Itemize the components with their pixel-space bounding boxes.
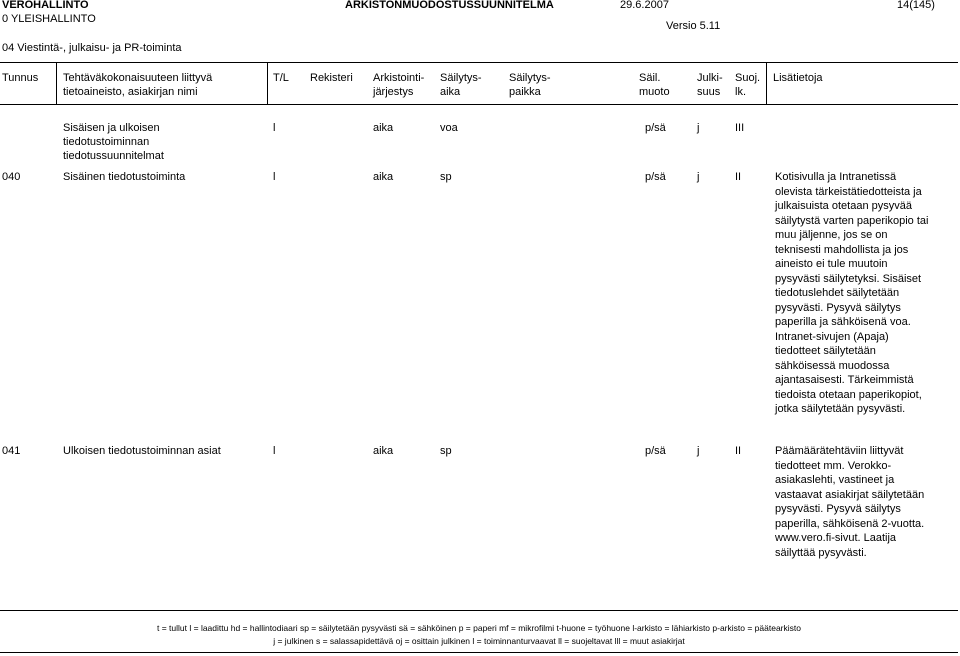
col-header-lisatietoja: Lisätietoja (773, 72, 823, 84)
row-sailytysaika: voa (440, 122, 458, 134)
table-top-rule (0, 62, 958, 63)
legend-bottom-rule (0, 652, 958, 653)
row-sailytysaika: sp (440, 171, 452, 183)
legend-line-1: t = tullut l = laadittu hd = hallintodiaari sp = säilytetään pysyvästi sä = sähköinen p = paperi mf = mikrofilmi t-huone = työhuone l-arkisto = lähiarkisto p-arkisto = päätearkisto (157, 623, 801, 633)
document-date: 29.6.2007 (620, 0, 669, 11)
document-version: Versio 5.11 (666, 20, 721, 32)
col-header-julkisuus: Julki- suus (697, 72, 723, 98)
col-divider (56, 62, 57, 104)
unit-name: 0 YLEISHALLINTO (2, 13, 96, 25)
org-name: VEROHALLINTO (2, 0, 89, 11)
col-header-tehtava: Tehtäväkokonaisuuteen liittyvä tietoaineisto, asiakirjan nimi (63, 72, 213, 98)
col-header-sailytysaika: Säilytys- aika (440, 72, 482, 98)
col-header-sailytyspaikka: Säilytys- paikka (509, 72, 551, 98)
col-header-sailmuoto: Säil. muoto (639, 72, 670, 98)
col-header-tunnus: Tunnus (2, 72, 39, 84)
row-name: Ulkoisen tiedotustoiminnan asiat (63, 445, 221, 457)
row-arkistointi: aika (373, 445, 394, 457)
col-divider (267, 62, 268, 104)
row-tunnus: 041 (2, 445, 21, 457)
section-title: 04 Viestintä-, julkaisu- ja PR-toiminta (2, 42, 182, 54)
row-lisatietoja: Päämäärätehtäviin liittyvät tiedotteet mm. Verokko-asiakaslehti, vastineet ja vastaavat asiakirjat säilytetään pysyvästi. Pysyvä säilytys paperilla, sähköisenä 2-vuotta. www.vero.fi-sivut. Laatija säilyttää pysyvästi. (775, 445, 925, 559)
row-name: Sisäisen ja ulkoisen tiedotustoiminnan tiedotussuunnitelmat (63, 122, 164, 162)
document-title: ARKISTONMUODOSTUSSUUNNITELMA (345, 0, 554, 11)
row-sailmuoto: p/sä (645, 122, 666, 134)
col-header-tl: T/L (273, 72, 289, 84)
table-header-rule (0, 104, 958, 105)
page-number: 14(145) (897, 0, 935, 11)
row-arkistointi: aika (373, 171, 394, 183)
row-tunnus: 040 (2, 171, 21, 183)
row-suojlk: II (735, 171, 742, 183)
row-arkistointi: aika (373, 122, 394, 134)
legend-top-rule (0, 610, 958, 611)
row-tl: l (273, 171, 276, 183)
row-name: Sisäinen tiedotustoiminta (63, 171, 186, 183)
row-sailmuoto: p/sä (645, 445, 666, 457)
row-suojlk: II (735, 445, 742, 457)
row-julkisuus: j (697, 122, 700, 134)
col-divider (766, 62, 767, 104)
legend-line-2: j = julkinen s = salassapidettävä oj = osittain julkinen l = toiminnanturvaavat ll = suojeltavat lll = muut asiakirjat (273, 636, 685, 646)
col-header-rekisteri: Rekisteri (310, 72, 353, 84)
row-sailytysaika: sp (440, 445, 452, 457)
row-tl: l (273, 445, 276, 457)
col-header-arkistointi: Arkistointi- järjestys (373, 72, 425, 98)
row-sailmuoto: p/sä (645, 171, 666, 183)
row-tl: l (273, 122, 276, 134)
col-header-suojlk: Suoj. lk. (735, 72, 761, 98)
row-lisatietoja: Kotisivulla ja Intranetissä olevista tärkeistätiedotteista ja julkaisuista otetaan pysyvää säilytystä varten paperikopio tai muu jäljenne, jos se on teknisesti mahdollista ja jos aineisto ei tule muutoin pysyvästi säilytetyksi. Sisäiset tiedotuslehdet säilytetään pysyvästi. Pysyvä säilytys paperilla ja sähköisenä voa. Intranet-sivujen (Apaja) tiedotteet säilytetään sähköisessä muodossa ajantasaisesti. Tärkeimmistä tiedoista otetaan paperikopiot, jotka säilytetään pysyvästi. (775, 171, 929, 415)
row-julkisuus: j (697, 171, 700, 183)
row-suojlk: III (735, 122, 745, 134)
row-julkisuus: j (697, 445, 700, 457)
